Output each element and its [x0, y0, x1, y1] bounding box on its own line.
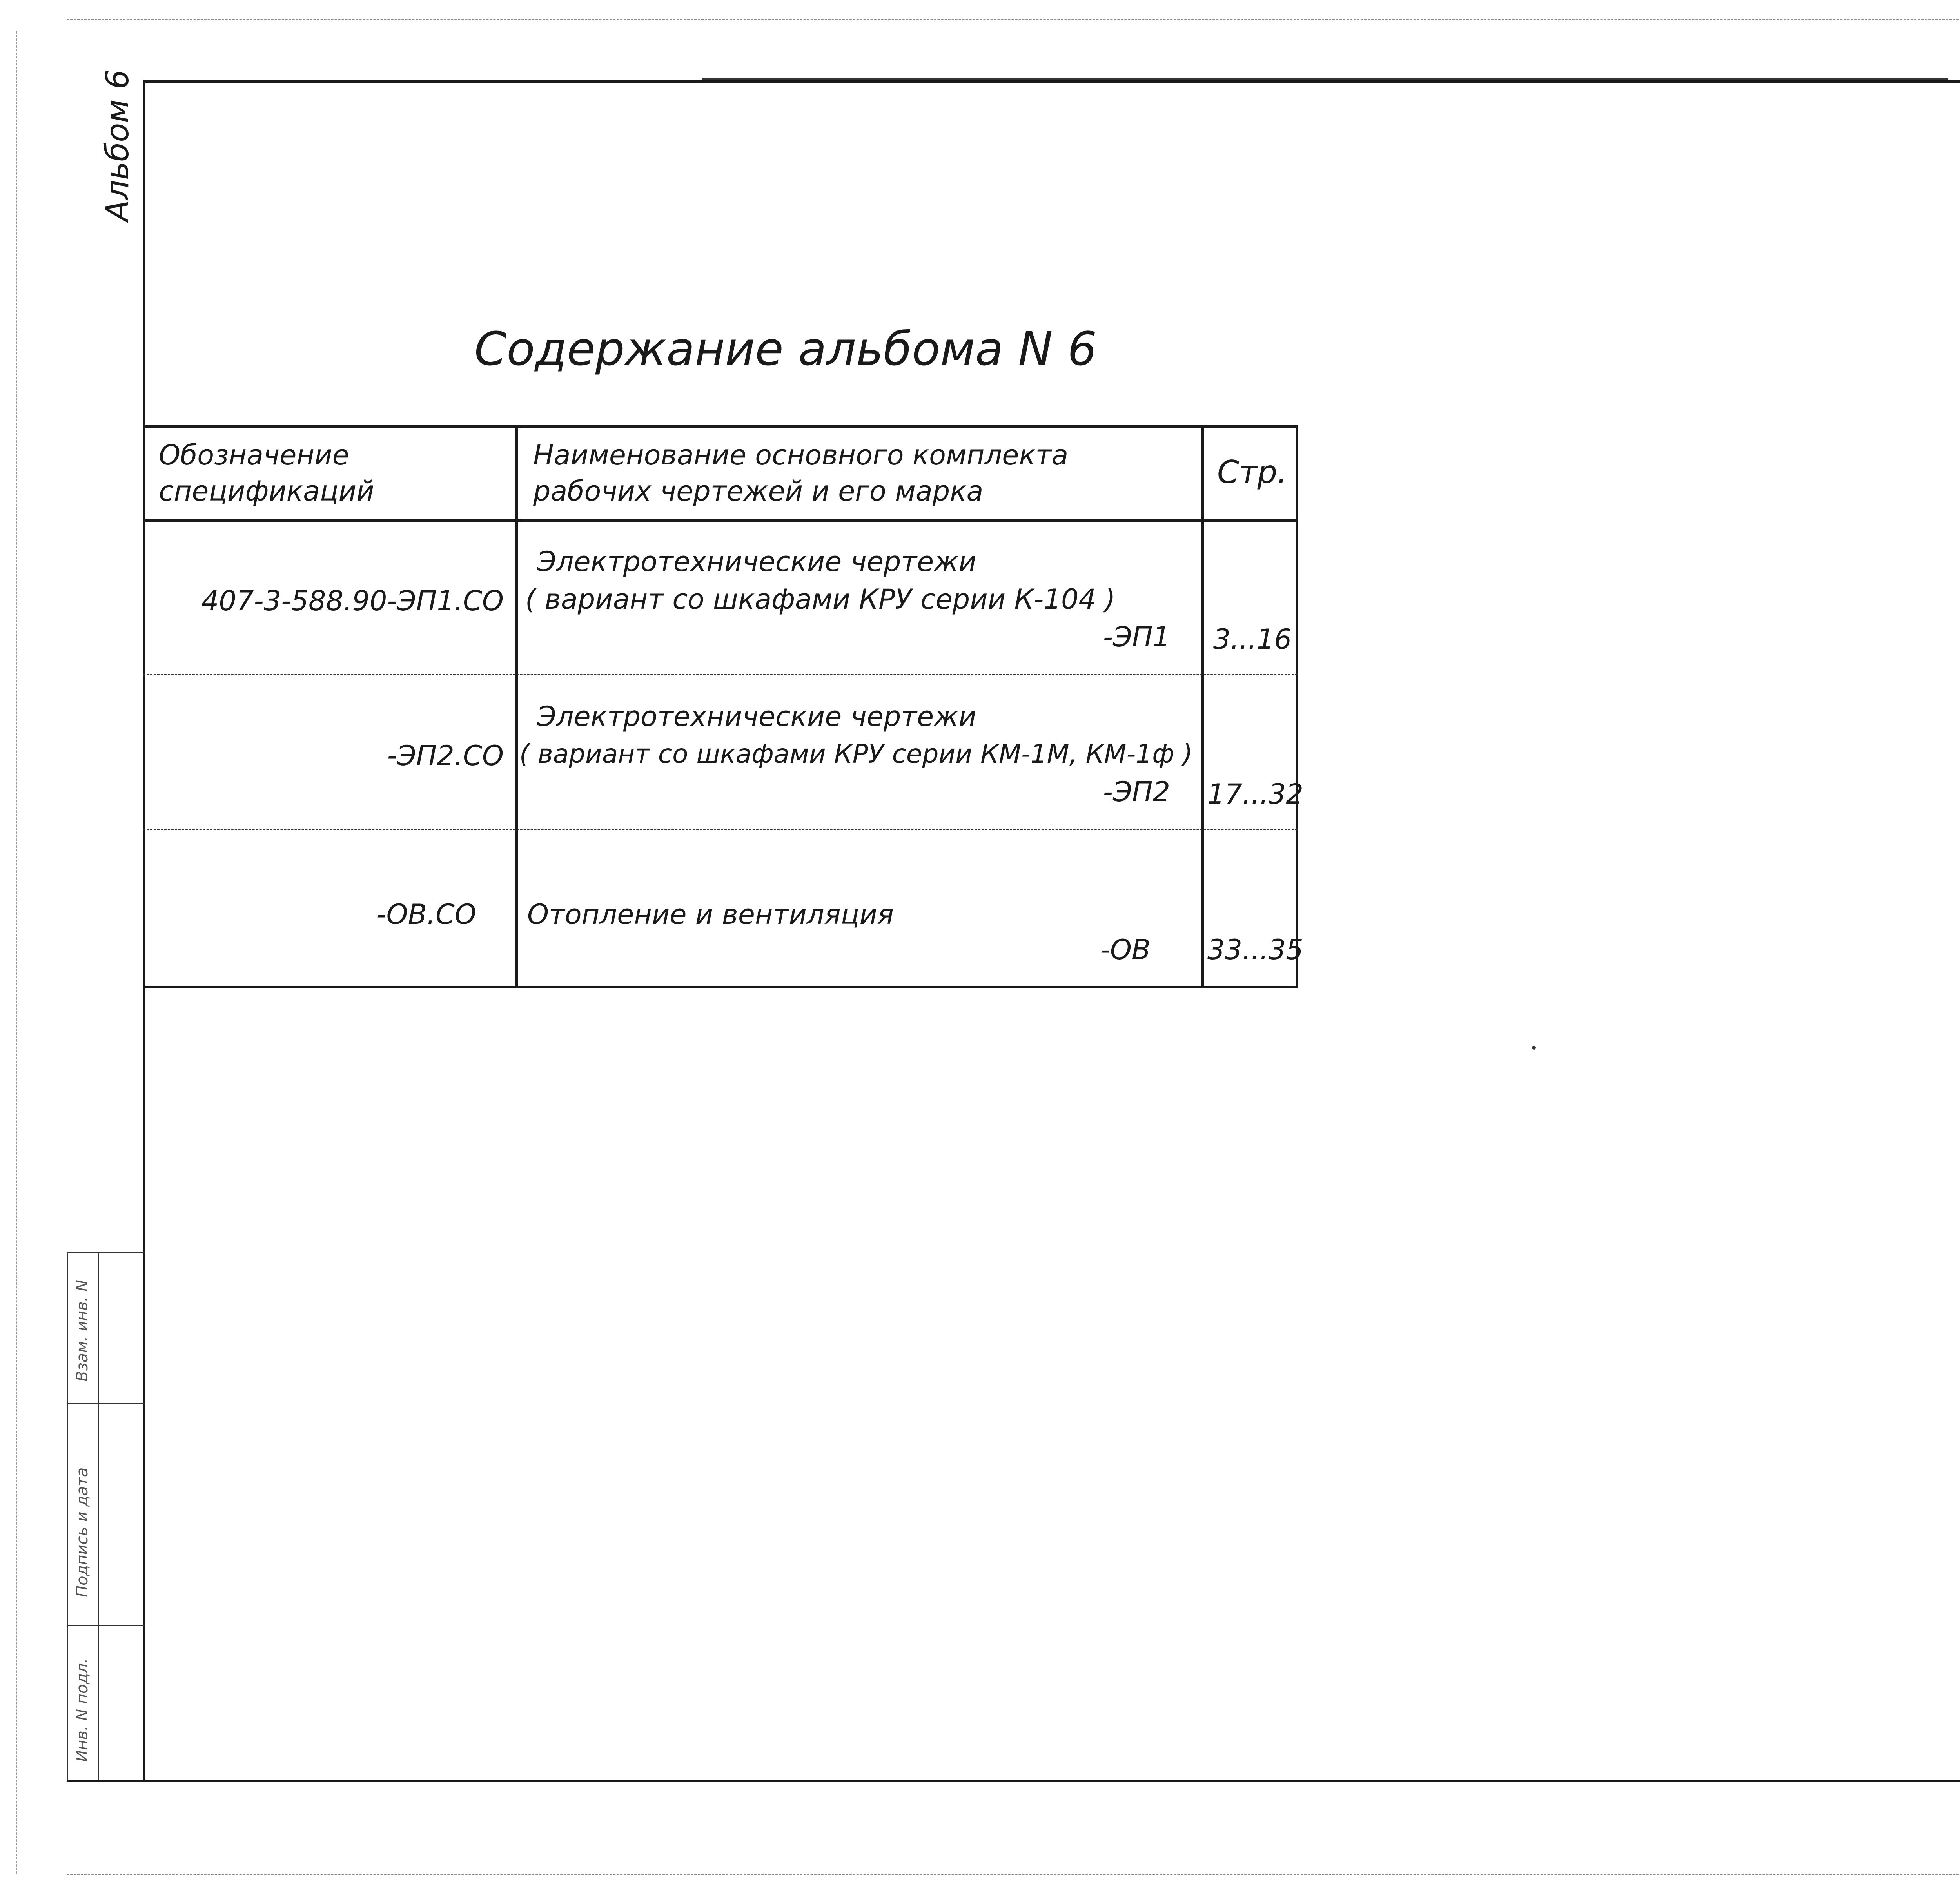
frame-bottom [67, 1780, 1960, 1782]
header-name [533, 437, 1068, 509]
row-3-name-line-1: Отопление и вентиляция [527, 898, 894, 931]
table-right [1296, 425, 1298, 988]
row-1-name-line-1: Электротехнические чертежи [537, 546, 976, 578]
side-stamp-div-2 [67, 1625, 145, 1626]
side-stamp-left [67, 1252, 68, 1780]
table-header-divider [143, 519, 1298, 522]
sheet-top-edge [67, 19, 1960, 20]
side-stamp-div-1 [67, 1403, 145, 1404]
table-top [143, 425, 1298, 428]
sheet-left-edge [16, 31, 17, 1874]
table-col-divider-2 [1201, 425, 1204, 988]
row-2-mark: -ЭП2 [1103, 776, 1170, 808]
row-2-name-line-2: ( вариант со шкафами КРУ серии КМ-1М, КМ-1ф ) [519, 739, 1193, 769]
header-designation-line-1: Обозначение [159, 439, 349, 471]
header-page: Стр. [1217, 454, 1287, 490]
row-1-pages: 3...16 [1213, 623, 1292, 655]
row-2-name [519, 698, 1192, 773]
frame-top [145, 80, 1960, 83]
top-edge-segment-1 [702, 78, 1948, 80]
sheet-bottom-edge [67, 1874, 1960, 1875]
row-3-designation: -ОВ.СО [376, 898, 476, 931]
table-bottom [143, 986, 1298, 988]
row-1-mark: -ЭП1 [1103, 621, 1170, 653]
side-stamp-cell-3: Инв. N подл. [73, 1658, 91, 1762]
row-2-pages: 17...32 [1207, 778, 1303, 810]
row-3-name [527, 896, 894, 933]
row-3-mark: -ОВ [1100, 934, 1151, 966]
side-stamp-mid [98, 1252, 99, 1780]
table-col-divider-1 [515, 425, 518, 988]
row-3-pages: 33...35 [1207, 934, 1303, 966]
side-stamp-top [67, 1252, 145, 1253]
side-stamp-cell-1: Взам. инв. N [73, 1280, 91, 1382]
header-designation-line-2: спецификаций [159, 475, 374, 507]
header-designation [159, 437, 374, 509]
row-2-designation: -ЭП2.СО [387, 740, 504, 772]
row-1-name [525, 543, 1116, 618]
album-label: Альбом 6 [99, 69, 136, 221]
side-stamp-cell-2: Подпись и дата [73, 1467, 91, 1597]
contents-title: Содержание альбома N 6 [474, 322, 1097, 376]
table-row-divider-2 [143, 829, 1298, 830]
contents-table [143, 425, 1303, 988]
header-name-line-1: Наименование основного комплекта [533, 439, 1069, 471]
row-1-designation: 407-3-588.90-ЭП1.СО [201, 585, 504, 617]
table-row-divider-1 [143, 674, 1298, 675]
scan-dot [1532, 1046, 1536, 1050]
side-stamp [67, 1252, 145, 1780]
header-name-line-2: рабочих чертежей и его марка [533, 475, 984, 507]
row-2-name-line-1: Электротехнические чертежи [537, 700, 976, 733]
row-1-name-line-2: ( вариант со шкафами КРУ серии К-104 ) [525, 583, 1116, 615]
